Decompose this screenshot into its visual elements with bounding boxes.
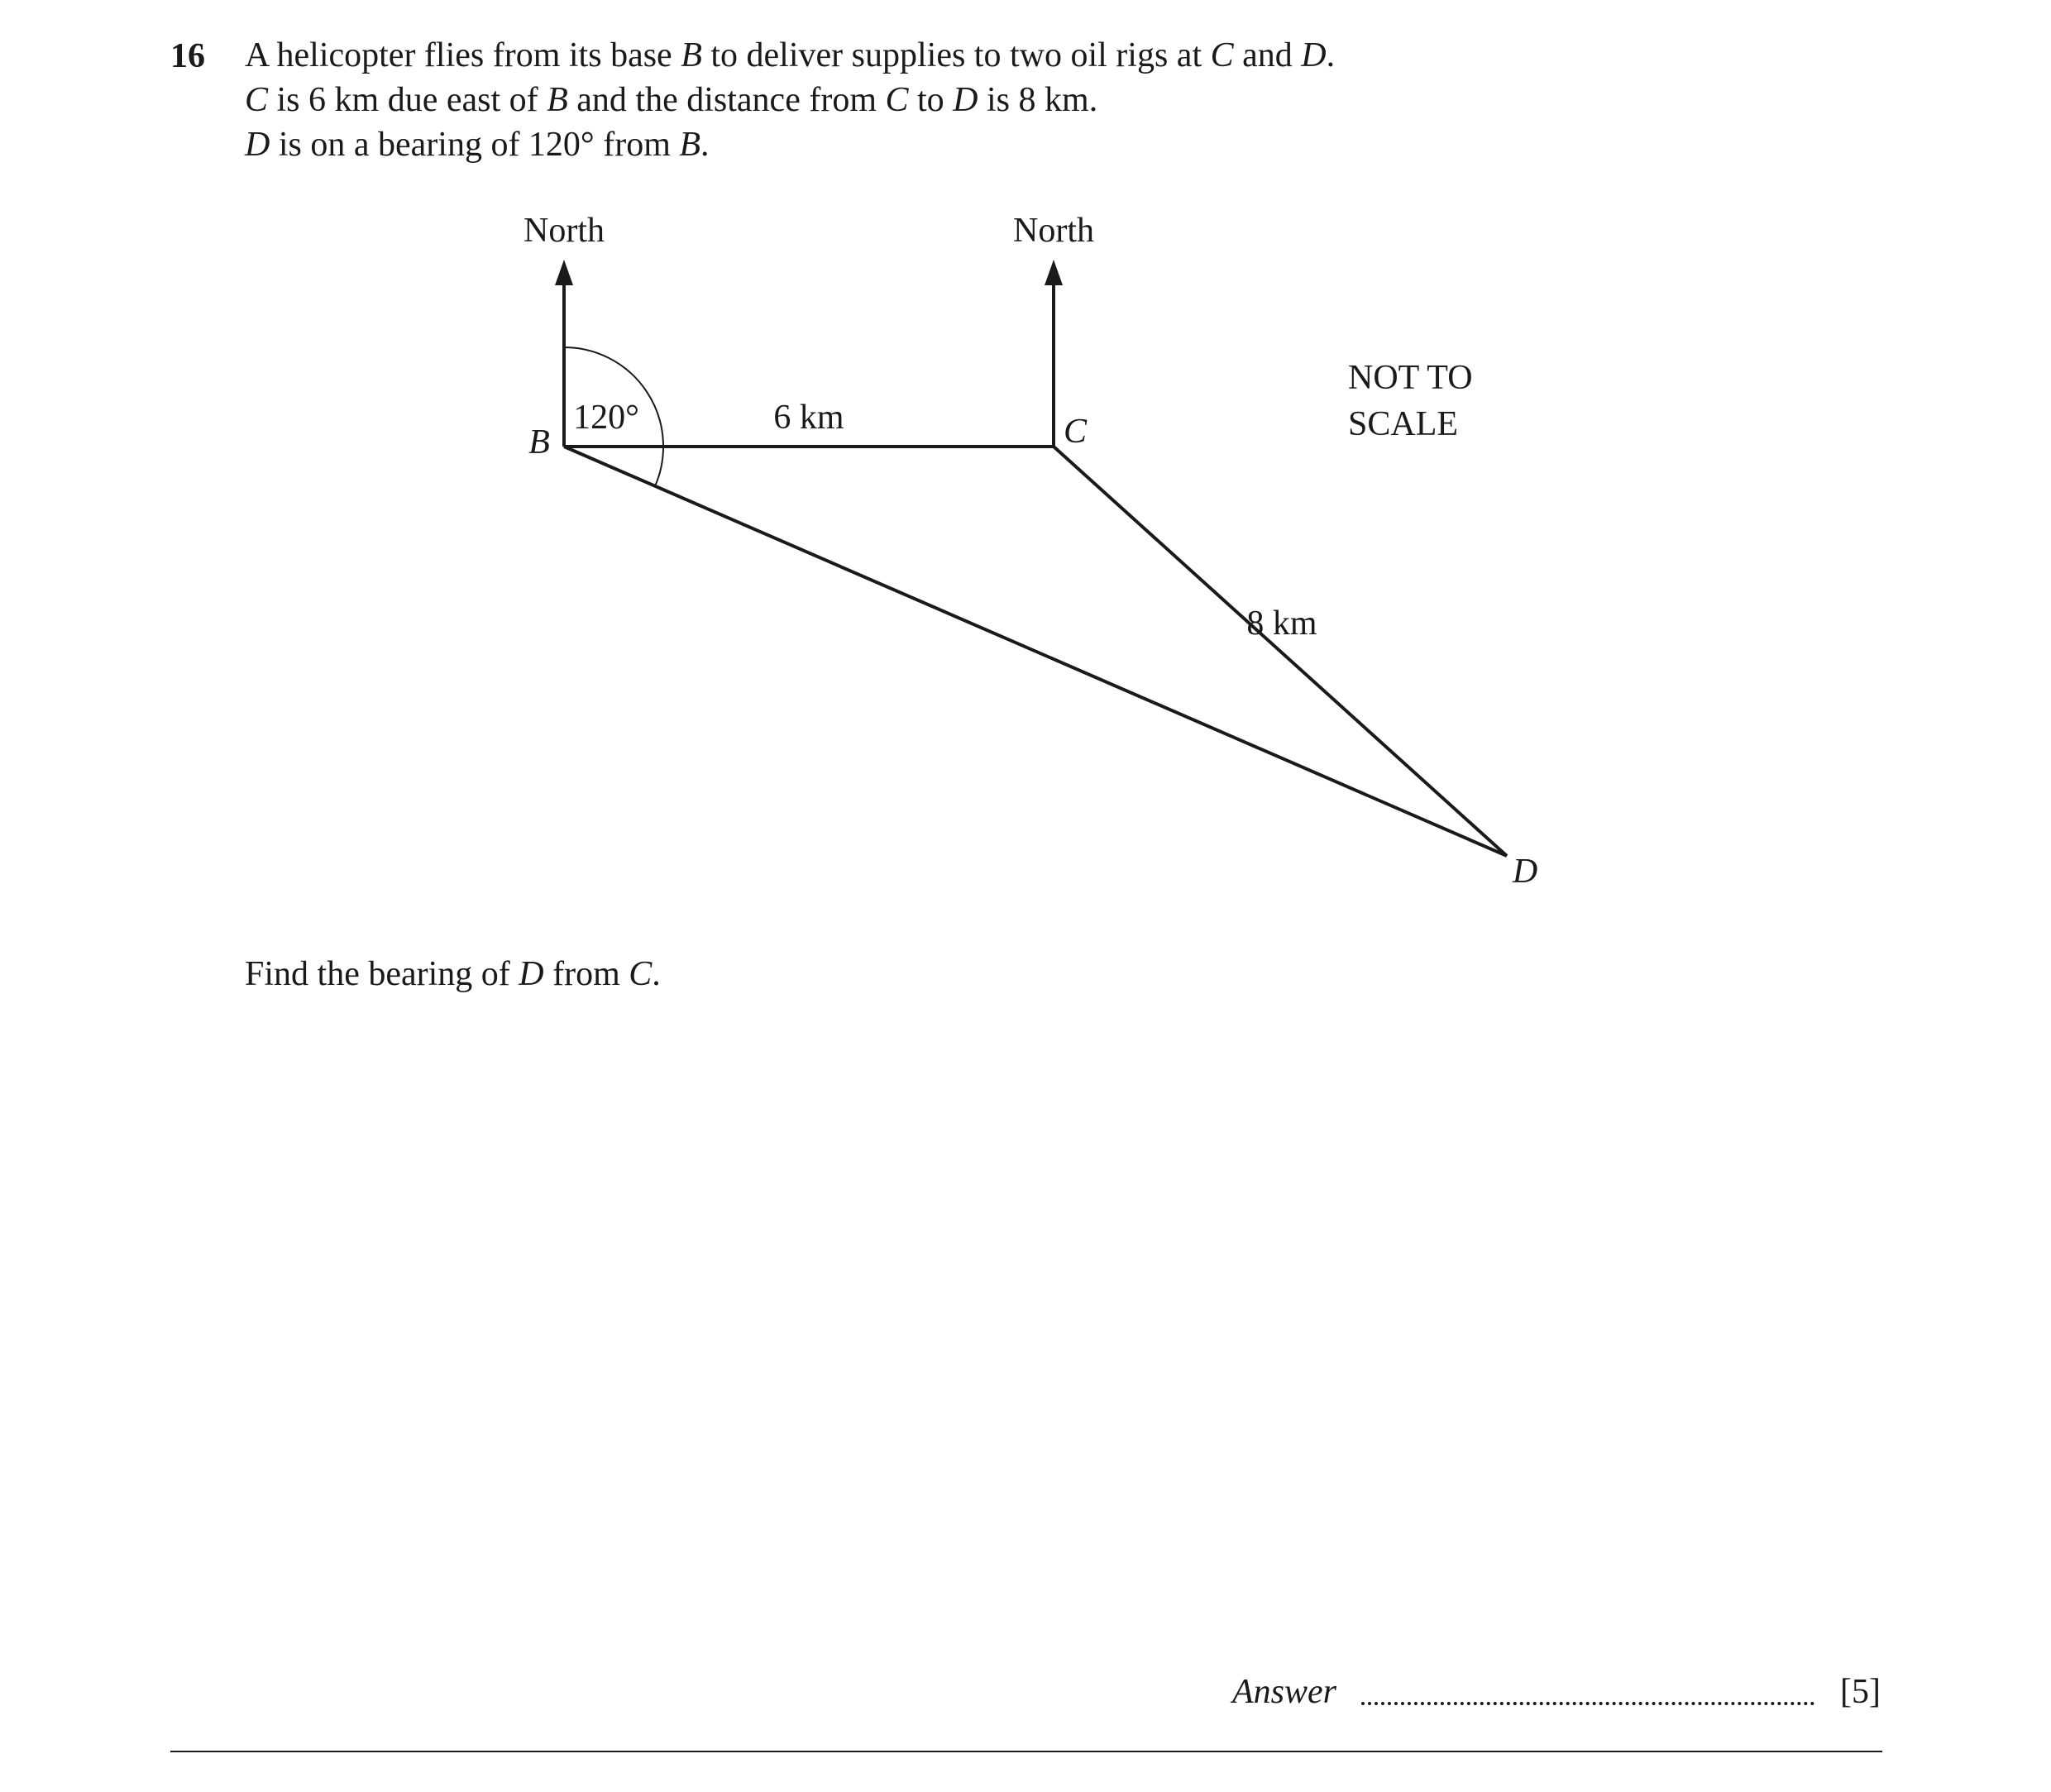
marks-indicator: [5] (1840, 1673, 1881, 1711)
point-label-b: B (528, 423, 550, 461)
point-c-ref: C (885, 81, 909, 119)
stem-text: is 8 km. (978, 81, 1098, 119)
stem-text: A helicopter flies from its base (245, 36, 681, 74)
point-c-ref: C (245, 81, 269, 119)
north-arrow-b-icon (555, 260, 573, 285)
point-c-ref: C (1210, 36, 1234, 74)
task-text: . (652, 955, 661, 993)
question-number: 16 (170, 37, 205, 75)
stem-text: and (1233, 36, 1302, 74)
north-label-c: North (1013, 212, 1094, 250)
distance-label-cd: 8 km (1246, 605, 1317, 643)
distance-label-bc: 6 km (773, 399, 844, 437)
task-text: Find the bearing of (245, 955, 519, 993)
task-text: from (543, 955, 629, 993)
north-arrow-c-icon (1045, 260, 1063, 285)
point-label-d: D (1512, 853, 1538, 891)
scale-note-line2: SCALE (1348, 405, 1459, 443)
point-d-ref: D (1301, 36, 1327, 74)
answer-row (0, 1669, 2051, 1718)
stem-text: . (700, 126, 710, 164)
line-cd (1054, 447, 1507, 856)
point-label-c: C (1063, 413, 1088, 451)
stem-text: and the distance from (567, 81, 886, 119)
point-c-ref: C (629, 955, 653, 993)
page-divider (170, 1751, 1882, 1752)
stem-text: is on a bearing of 120° from (270, 126, 680, 164)
point-d-ref: D (519, 955, 544, 993)
stem-text: is 6 km due east of (268, 81, 547, 119)
stem-text: to (908, 81, 954, 119)
stem-text: . (1326, 36, 1336, 74)
point-d-ref: D (953, 81, 978, 119)
stem-text: to deliver supplies to two oil rigs at (701, 36, 1211, 74)
point-d-ref: D (245, 126, 270, 164)
point-b-ref: B (679, 126, 701, 164)
task-prompt (245, 951, 661, 997)
answer-label: Answer (1232, 1673, 1336, 1711)
angle-label-120: 120° (573, 399, 639, 437)
line-bd (564, 447, 1507, 856)
scale-note-line1: NOT TO (1348, 359, 1473, 397)
north-label-b: North (524, 212, 605, 250)
point-b-ref: B (547, 81, 568, 119)
point-b-ref: B (681, 36, 702, 74)
answer-field[interactable] (1361, 1702, 1814, 1705)
